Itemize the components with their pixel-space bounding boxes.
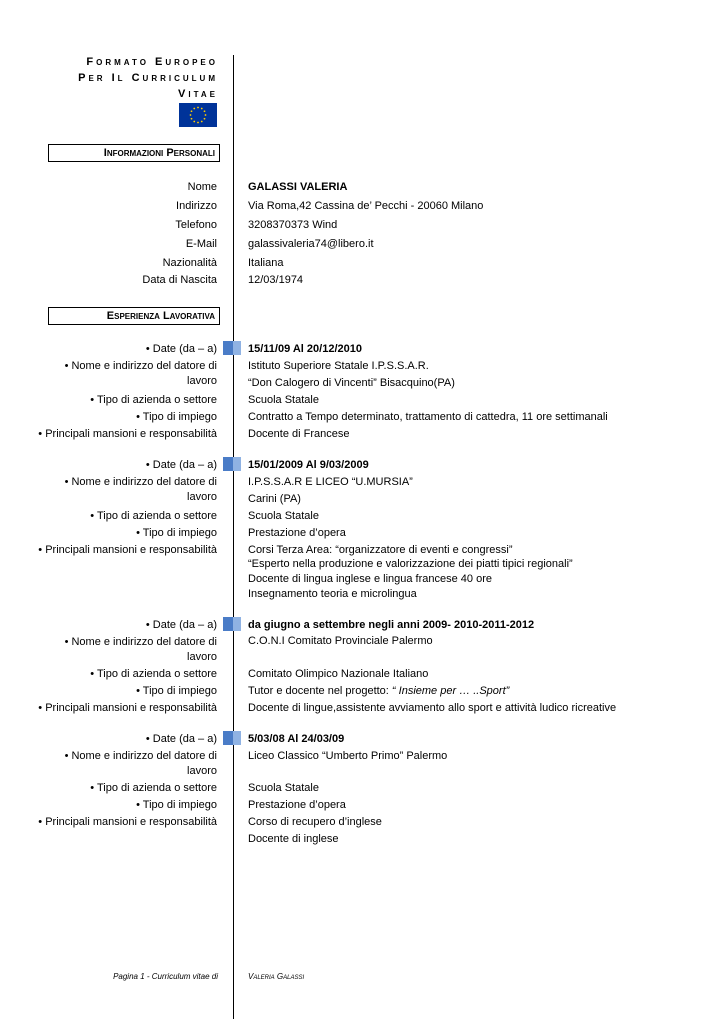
entry-3-employer: C.O.N.I Comitato Provinciale Palermo [248,635,433,647]
label-employer-cont: lavoro [187,375,217,387]
entry-2-sector: Scuola Statale [248,510,319,522]
label-sector: • Tipo di azienda o settore [90,510,217,522]
footer-page-label: Pagina 1 - Curriculum vitae di [113,972,218,981]
cv-title-line-2: Per Il Curriculum [78,72,218,84]
entry-3-duty: Docente di lingue,assistente avviamento allo sport e attività ludico ricreative [248,702,617,714]
entry-marker [223,341,241,355]
label-job-type: • Tipo di impiego [136,527,217,539]
label-nazionalita: Nazionalità [162,257,217,269]
entry-4-employer: Liceo Classico “Umberto Primo” Palermo [248,750,448,762]
label-duties: • Principali mansioni e responsabilità [38,544,217,556]
label-date: • Date (da – a) [145,343,217,355]
entry-1-sector: Scuola Statale [248,394,319,406]
label-employer-cont: lavoro [187,651,217,663]
label-employer: • Nome e indirizzo del datore di [64,750,217,762]
entry-1-duty: Docente di Francese [248,428,350,440]
entry-2-employer: I.P.S.S.A.R E LICEO “U.MURSIA” [248,476,413,488]
entry-4-sector: Scuola Statale [248,782,319,794]
section-personal-info: Informazioni Personali [48,144,220,162]
label-sector: • Tipo di azienda o settore [90,668,217,680]
label-duties: • Principali mansioni e responsabilità [38,428,217,440]
entry-4-job-type: Prestazione d’opera [248,799,346,811]
eu-flag-icon [179,103,217,127]
value-nome: GALASSI VALERIA [248,181,348,193]
entry-2-duty: “Esperto nella produzione e valorizzazione dei piatti tipici regionali” [248,558,573,570]
vertical-divider [233,55,234,1019]
value-nazionalita: Italiana [248,257,284,269]
value-telefono: 3208370373 Wind [248,219,338,231]
label-sector: • Tipo di azienda o settore [90,394,217,406]
label-duties: • Principali mansioni e responsabilità [38,702,217,714]
entry-3-job-type-text: Tutor e docente nel progetto: [248,685,392,697]
footer-author-name: Valeria Galassi [248,972,305,981]
label-data-nascita: Data di Nascita [142,274,217,286]
entry-1-job-type: Contratto a Tempo determinato, trattamento di cattedra, 11 ore settimanali [248,411,608,423]
entry-2-duty: Corsi Terza Area: “organizzatore di eventi e congressi” [248,544,513,556]
label-sector: • Tipo di azienda o settore [90,782,217,794]
label-telefono: Telefono [175,219,217,231]
entry-marker [223,731,241,745]
entry-marker [223,457,241,471]
value-email: galassivaleria74@libero.it [248,238,374,250]
label-email: E-Mail [185,238,217,250]
entry-3-sector: Comitato Olimpico Nazionale Italiano [248,668,429,680]
section-work-experience: Esperienza Lavorativa [48,307,220,325]
label-job-type: • Tipo di impiego [136,411,217,423]
entry-1-employer-address: “Don Calogero di Vincenti” Bisacquino(PA) [248,377,455,389]
value-data-nascita: 12/03/1974 [248,274,304,286]
label-duties: • Principali mansioni e responsabilità [38,816,217,828]
label-job-type: • Tipo di impiego [136,685,217,697]
entry-marker [223,617,241,631]
entry-4-duty: Corso di recupero d’inglese [248,816,382,828]
label-indirizzo: Indirizzo [176,200,217,212]
label-date: • Date (da – a) [145,459,217,471]
entry-2-employer-address: Carini (PA) [248,493,301,505]
entry-1-employer: Istituto Superiore Statale I.P.S.S.A.R. [248,360,429,372]
label-employer: • Nome e indirizzo del datore di [64,360,217,372]
entry-1-date: 15/11/09 Al 20/12/2010 [248,343,362,355]
entry-4-duty: Docente di inglese [248,833,339,845]
label-date: • Date (da – a) [145,733,217,745]
entry-3-project-name: “ Insieme per … ..Sport” [391,685,510,697]
label-employer: • Nome e indirizzo del datore di [64,476,217,488]
cv-title-line-3: Vitae [178,88,218,100]
value-indirizzo: Via Roma,42 Cassina de’ Pecchi - 20060 Milano [248,200,484,212]
cv-title-line-1: Formato Europeo [86,56,218,68]
label-date: • Date (da – a) [145,619,217,631]
label-job-type: • Tipo di impiego [136,799,217,811]
label-nome: Nome [187,181,217,193]
entry-2-duty: Docente di lingua inglese e lingua francese 40 ore [248,573,492,585]
entry-2-job-type: Prestazione d’opera [248,527,346,539]
entry-3-job-type [248,684,509,698]
label-employer: • Nome e indirizzo del datore di [64,636,217,648]
entry-2-date: 15/01/2009 Al 9/03/2009 [248,459,369,471]
entry-3-date: da giugno a settembre negli anni 2009- 2010-2011-2012 [248,619,535,631]
entry-2-duty: Insegnamento teoria e microlingua [248,588,417,600]
label-employer-cont: lavoro [187,491,217,503]
label-employer-cont: lavoro [187,765,217,777]
entry-4-date: 5/03/08 Al 24/03/09 [248,733,345,745]
